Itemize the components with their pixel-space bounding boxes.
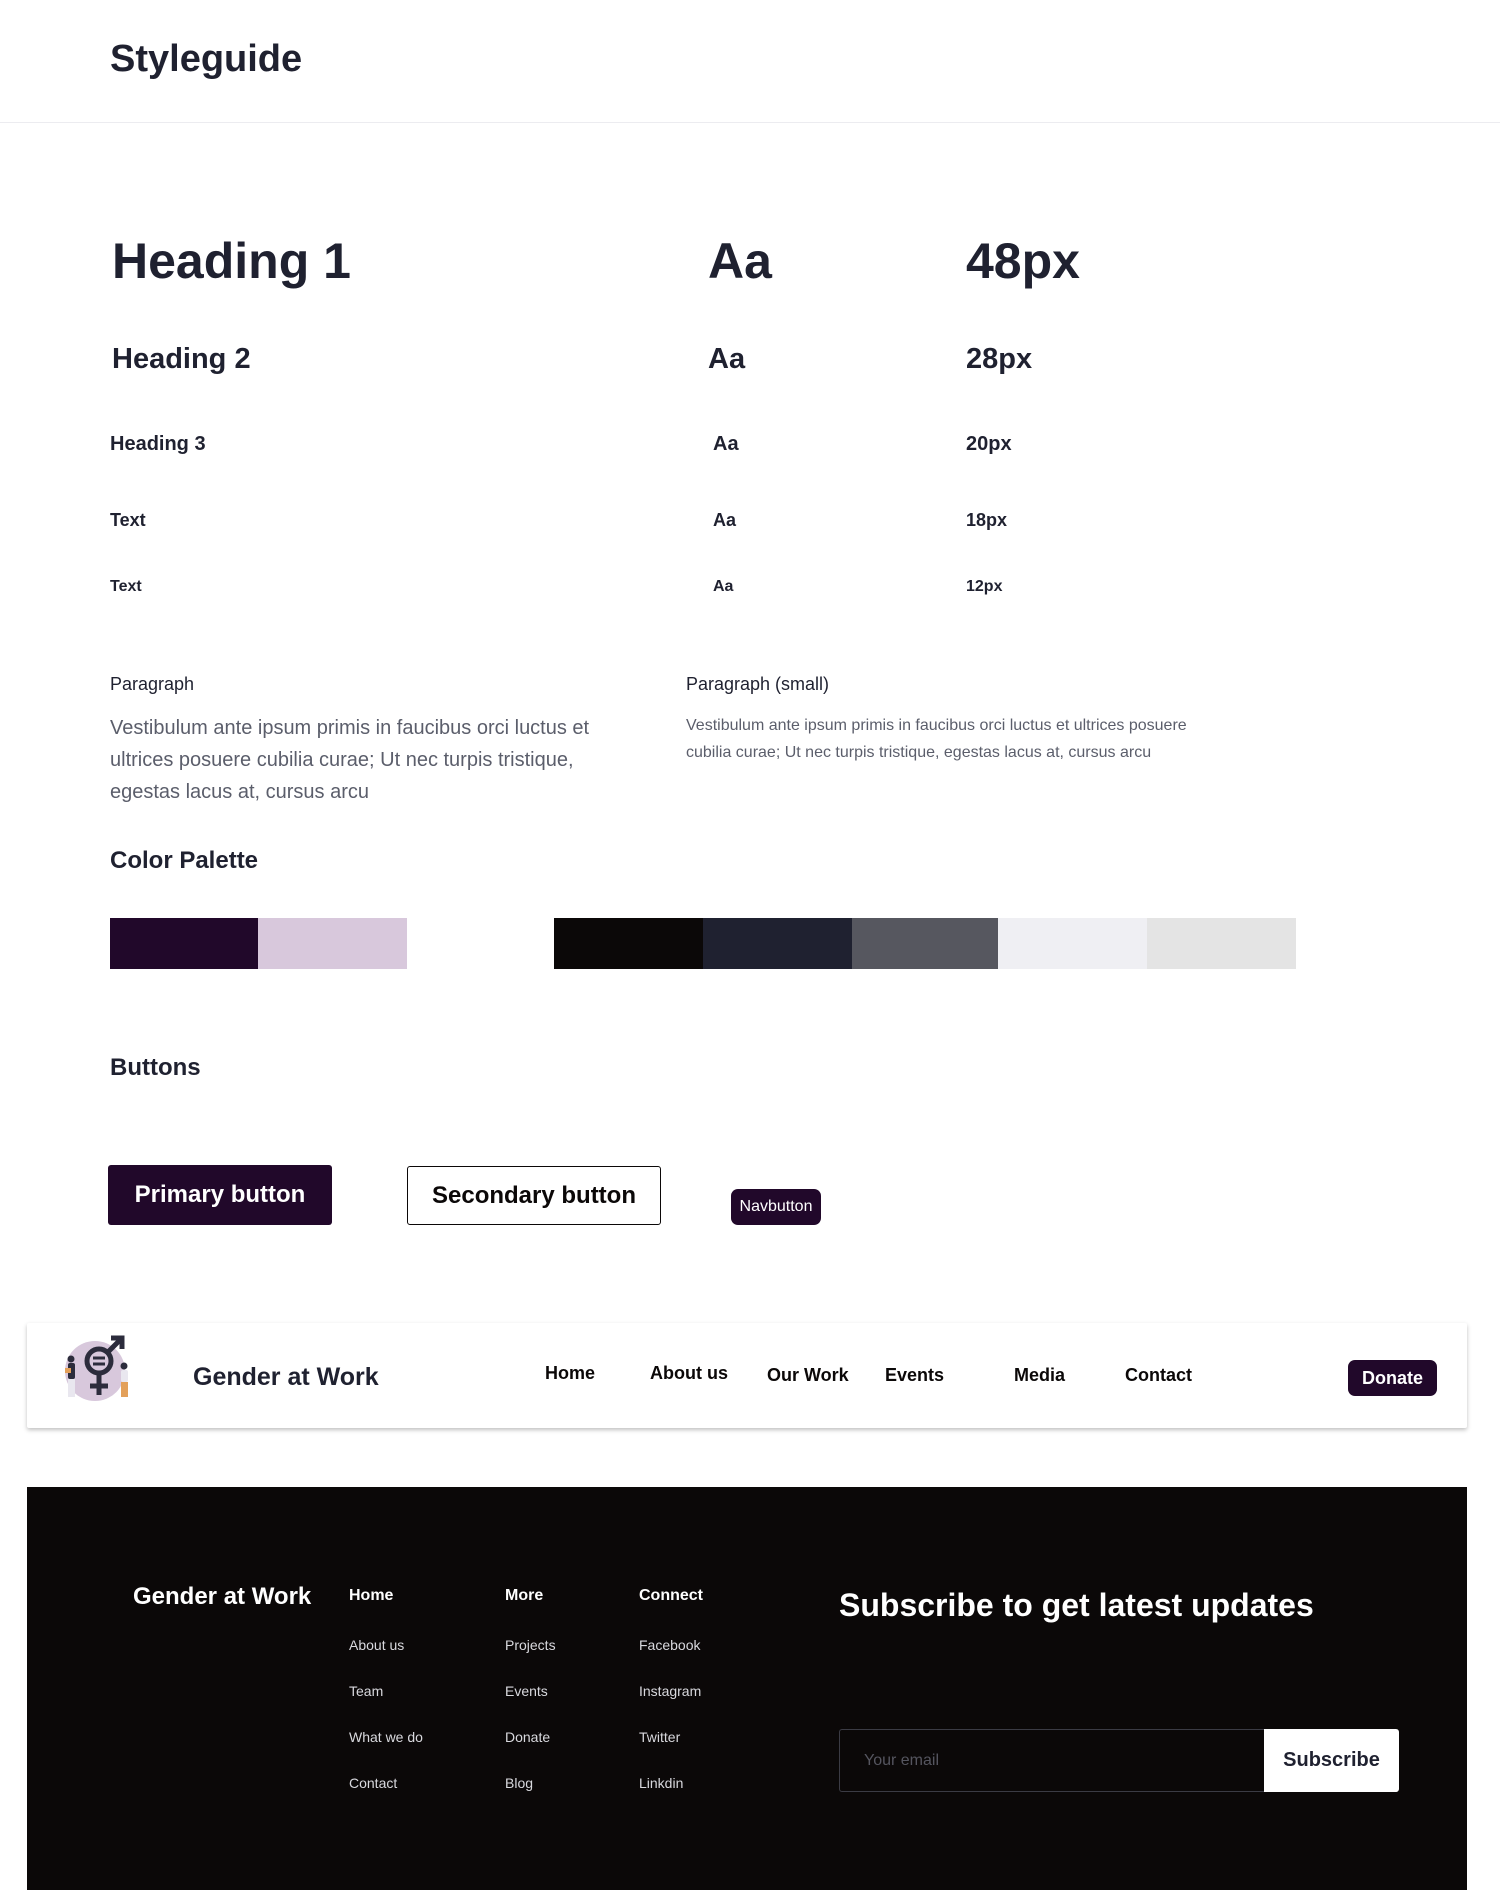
type-sample: Aa	[713, 510, 737, 530]
primary-button[interactable]: Primary button	[108, 1165, 332, 1225]
footer-link-blog[interactable]: Blog	[505, 1775, 534, 1791]
footer-link-about-us[interactable]: About us	[349, 1637, 405, 1653]
nav-link-our-work[interactable]: Our Work	[767, 1365, 849, 1385]
nav-link-events[interactable]: Events	[885, 1365, 945, 1385]
type-size: 20px	[966, 433, 1012, 455]
footer-link-donate[interactable]: Donate	[505, 1729, 551, 1745]
footer-link-instagram[interactable]: Instagram	[639, 1683, 702, 1699]
page-header	[0, 0, 1500, 123]
type-name: Text	[110, 578, 142, 595]
gender-logo-icon[interactable]	[57, 1331, 137, 1406]
subscribe-button[interactable]: Subscribe	[1264, 1729, 1399, 1792]
donate-button[interactable]: Donate	[1348, 1360, 1437, 1396]
type-sample: Aa	[708, 233, 772, 289]
type-sample: Aa	[713, 433, 739, 455]
type-size: 12px	[966, 578, 1003, 595]
navbar	[27, 1323, 1467, 1428]
footer-col-title-home: Home	[349, 1587, 394, 1604]
color-swatch-light-gray	[998, 918, 1147, 969]
footer-link-contact[interactable]: Contact	[349, 1775, 398, 1791]
paragraph-small-label: Paragraph (small)	[686, 674, 830, 694]
footer-brand: Gender at Work	[133, 1583, 312, 1610]
footer-link-facebook[interactable]: Facebook	[639, 1637, 701, 1653]
buttons-title: Buttons	[110, 1054, 201, 1081]
color-swatch-silver	[1147, 918, 1296, 969]
nav-link-home[interactable]: Home	[545, 1363, 596, 1383]
nav-link-contact[interactable]: Contact	[1125, 1365, 1192, 1385]
page-title: Styleguide	[110, 38, 303, 80]
paragraph-label: Paragraph	[110, 674, 195, 694]
paragraph-sample: Vestibulum ante ipsum primis in faucibus orci luctus et ultrices posuere cubilia curae; Ut nec turpis tristique, egestas lacus at, cursus arcu	[110, 717, 590, 803]
color-swatch-dark-navy	[703, 918, 852, 969]
footer-link-events[interactable]: Events	[505, 1683, 548, 1699]
footer-link-team[interactable]: Team	[349, 1683, 384, 1699]
nav-button[interactable]: Navbutton	[731, 1189, 821, 1225]
navbar-brand[interactable]: Gender at Work	[193, 1363, 379, 1391]
email-input[interactable]	[839, 1729, 1265, 1792]
type-size: 48px	[966, 233, 1080, 289]
color-palette-title: Color Palette	[110, 847, 259, 874]
type-size: 18px	[966, 510, 1008, 530]
type-name: Text	[110, 510, 146, 530]
color-swatch-primary	[110, 918, 258, 969]
type-sample: Aa	[713, 578, 734, 595]
paragraph-small-sample: Vestibulum ante ipsum primis in faucibus orci luctus et ultrices posuere cubilia curae; Ut nec turpis tristique, egestas lacus at, cursus arcu	[686, 717, 1187, 761]
type-name: Heading 3	[110, 433, 206, 455]
color-swatch-primary-light	[258, 918, 407, 969]
nav-link-about-us[interactable]: About us	[650, 1363, 728, 1383]
nav-link-media[interactable]: Media	[1014, 1365, 1066, 1385]
type-name: Heading 2	[112, 343, 251, 375]
type-sample: Aa	[708, 343, 746, 375]
type-size: 28px	[966, 343, 1033, 375]
footer-col-title-connect: Connect	[639, 1587, 703, 1604]
secondary-button[interactable]: Secondary button	[407, 1166, 661, 1225]
color-swatch-black	[554, 918, 703, 969]
color-swatch-gray	[852, 918, 998, 969]
footer-link-linkdin[interactable]: Linkdin	[639, 1775, 684, 1791]
subscribe-title: Subscribe to get latest updates	[839, 1587, 1314, 1623]
type-name: Heading 1	[112, 233, 351, 289]
footer-link-twitter[interactable]: Twitter	[639, 1729, 681, 1745]
footer	[27, 1487, 1467, 1890]
footer-link-projects[interactable]: Projects	[505, 1637, 556, 1653]
footer-link-what-we-do[interactable]: What we do	[349, 1729, 423, 1745]
footer-col-title-more: More	[505, 1587, 544, 1604]
